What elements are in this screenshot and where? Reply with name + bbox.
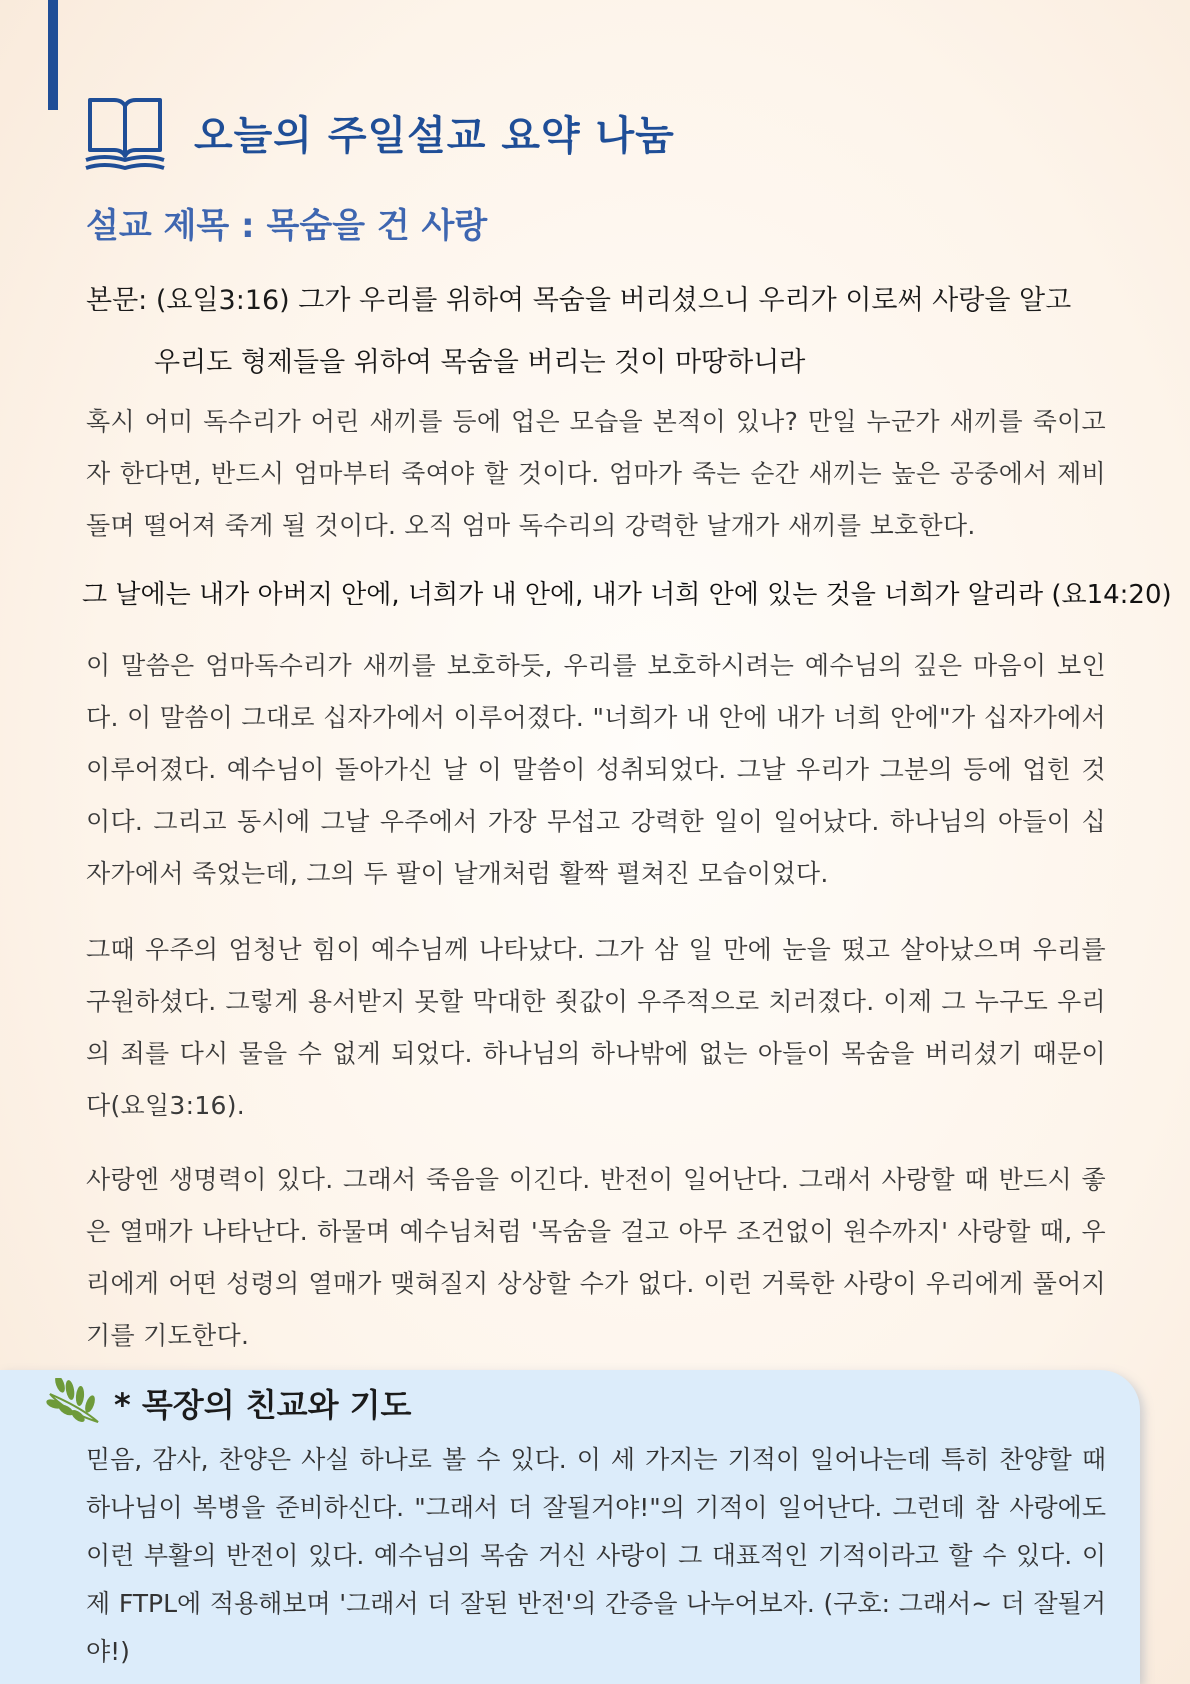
scripture (86, 270, 1071, 394)
scripture-line-1: 본문: (요일3:16) 그가 우리를 위하여 목숨을 버리셨으니 우리가 이로써 사랑을 알고 (86, 285, 1072, 316)
prayer-text: 믿음, 감사, 찬양은 사실 하나로 볼 수 있다. 이 세 가지는 기적이 일어나는데 특히 찬양할 때 하나님이 복병을 준비하신다. "그래서 더 잘될거야!"의 기적이 일어난다. 그런데 참 사랑에도 이런 부활의 반전이 있다. 예수님의 목숨 거신 사랑이 그 대표적인 기적이라고 할 수 있다. 이제 FTPL에 적용해보며 '그래서 더 잘된 반전'의 간증을 나누어보자. (구호: 그래서~ 더 잘될거야!) (86, 1445, 1106, 1666)
sermon-title: 설교 제목 : 목숨을 건 사랑 (86, 206, 488, 246)
page-header (84, 92, 675, 172)
paragraph-1: 혹시 어미 독수리가 어린 새끼를 등에 업은 모습을 본적이 있나? 만일 누군가 새끼를 죽이고자 한다면, 반드시 엄마부터 죽여야 할 것이다. 엄마가 죽는 순간 새끼는 높은 공중에서 제비돌며 떨어져 죽게 될 것이다. 오직 엄마 독수리의 강력한 날개가 새끼를 보호한다. (86, 407, 1106, 540)
paragraph-3: 그때 우주의 엄청난 힘이 예수님께 나타났다. 그가 삼 일 만에 눈을 떴고 살아났으며 우리를 구원하셨다. 그렇게 용서받지 못할 막대한 죗값이 우주적으로 치러졌다. 이제 그 누구도 우리의 죄를 다시 물을 수 없게 되었다. 하나님의 하나밖에 없는 아들이 목숨을 버리셨기 때문이다(요일3:16). (86, 935, 1106, 1120)
page-title: 오늘의 주일설교 요약 나눔 (194, 112, 675, 159)
book-icon (84, 92, 166, 172)
leaf-icon (46, 1378, 104, 1428)
paragraph-4: 사랑엔 생명력이 있다. 그래서 죽음을 이긴다. 반전이 일어난다. 그래서 사랑할 때 반드시 좋은 열매가 나타난다. 하물며 예수님처럼 '목숨을 걸고 아무 조건없이 원수까지' 사랑할 때, 우리에게 어떤 성령의 열매가 맺혀질지 상상할 수가 없다. 이런 거룩한 사랑이 우리에게 풀어지기를 기도한다. (86, 1165, 1106, 1350)
prayer-header (46, 1378, 411, 1428)
paragraph-2: 이 말씀은 엄마독수리가 새끼를 보호하듯, 우리를 보호하시려는 예수님의 깊은 마음이 보인다. 이 말씀이 그대로 십자가에서 이루어졌다. "너희가 내 안에 내가 너희 안에"가 십자가에서 이루어졌다. 예수님이 돌아가신 날 이 말씀이 성취되었다. 그날 우리가 그분의 등에 업힌 것이다. 그리고 동시에 그날 우주에서 가장 무섭고 강력한 일이 일어났다. 하나님의 아들이 십자가에서 죽었는데, 그의 두 팔이 날개처럼 활짝 펼쳐진 모습이었다. (86, 651, 1106, 888)
prayer-title: * 목장의 친교와 기도 (114, 1386, 412, 1424)
accent-bar (48, 0, 58, 110)
scripture-line-2: 우리도 형제들을 위하여 목숨을 버리는 것이 마땅하니라 (154, 347, 806, 378)
bible-quote: 그 날에는 내가 아버지 안에, 너희가 내 안에, 내가 너희 안에 있는 것을 너희가 알리라 (요14:20) (82, 580, 1172, 610)
